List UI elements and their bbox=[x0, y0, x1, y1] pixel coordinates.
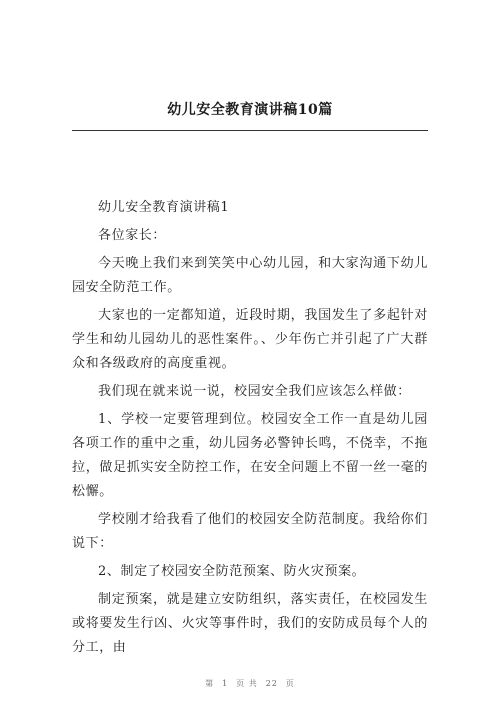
paragraph: 1、学校一定要管理到位。校园安全工作一直是幼儿园各项工作的重中之重，幼儿园务必警钟长鸣，不侥幸，不拖拉，做足抓实安全防控工作，在安全问题上不留一丝一毫的松懈。 bbox=[72, 412, 428, 499]
footer-suffix: 页 bbox=[285, 679, 295, 688]
paragraph: 今天晚上我们来到笑笑中心幼儿园，和大家沟通下幼儿园安全防范工作。 bbox=[72, 256, 428, 295]
document-body bbox=[72, 192, 428, 660]
title-divider bbox=[72, 130, 428, 131]
paragraph: 学校刚才给我看了他们的校园安全防范制度。我给你们说下： bbox=[72, 512, 428, 551]
footer-total-pages: 22 bbox=[265, 679, 278, 688]
paragraph: 制定预案，就是建立安防组织，落实责任，在校园发生或将要发生行凶、火灾等事件时，我们的安防成员每个人的分工，由 bbox=[72, 592, 428, 655]
footer-middle: 页 共 bbox=[236, 679, 258, 688]
footer-prefix: 第 bbox=[205, 679, 215, 688]
paragraph: 我们现在就来说一说，校园安全我们应该怎么样做： bbox=[98, 384, 411, 399]
footer-page-number: 1 bbox=[222, 679, 229, 688]
salutation: 各位家长： bbox=[98, 228, 167, 243]
document-title: 幼儿安全教育演讲稿10篇 bbox=[167, 102, 333, 118]
section-heading: 幼儿安全教育演讲稿1 bbox=[98, 200, 230, 215]
paragraph: 2、制定了校园安全防范预案、防火灾预案。 bbox=[98, 564, 366, 579]
page-footer bbox=[0, 678, 500, 689]
paragraph: 大家也的一定都知道，近段时期，我国发生了多起针对学生和幼儿园幼儿的恶性案件。、少年伤亡并引起了广大群众和各级政府的高度重视。 bbox=[72, 308, 428, 371]
